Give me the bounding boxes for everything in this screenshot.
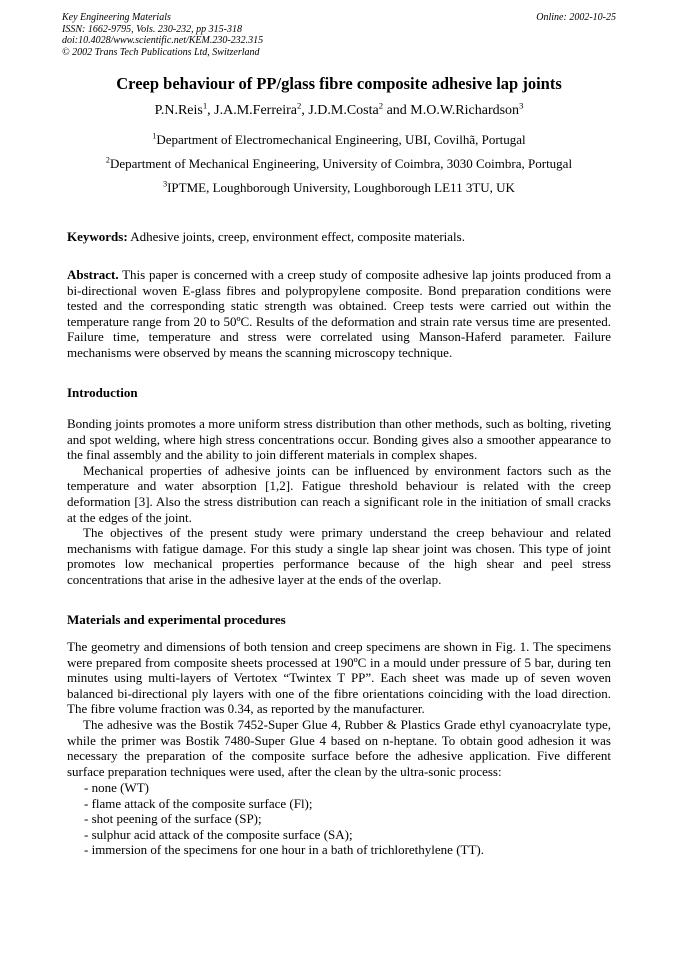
list-item: - none (WT) — [84, 780, 149, 795]
list-item: - immersion of the specimens for one hour in a bath of trichlorethylene (TT). — [84, 842, 484, 857]
keywords-text: Adhesive joints, creep, environment effect, composite materials. — [127, 229, 465, 244]
keywords — [67, 229, 611, 245]
doi-line: doi:10.4028/www.scientific.net/KEM.230-232.315 — [62, 35, 264, 46]
section-heading-introduction: Introduction — [67, 385, 138, 400]
author: J.A.M.Ferreira$^2$, — [214, 100, 309, 118]
list-item: - shot peening of the surface (SP); — [84, 811, 262, 826]
copyright-line: © 2002 Trans Tech Publications Ltd, Switzerland — [62, 46, 260, 58]
author: J.D.M.Costa$^2$ and — [308, 100, 411, 118]
introduction-text — [67, 416, 611, 588]
issn-line: ISSN: 1662-9795, Vols. 230-232, pp 315-318 — [62, 23, 242, 35]
affiliation: $^3$IPTME, Loughborough University, Loughborough LE11 3TU, UK — [163, 179, 515, 195]
paragraph: The geometry and dimensions of both tension and creep specimens are shown in Fig. 1. The specimens were prepared from composite sheets processed at 190ºC in a mould under pressure of 5 bar, during ten minutes using multi-layers of Vertotex “Twintex T PP”. Each sheet was made up of seven woven balanced bi-directional ply layers with one of the fibre orientations coinciding with the load direction. The fibre volume fraction was 0.34, as reported by the manufacturer. — [67, 639, 611, 717]
section-heading-materials: Materials and experimental procedures — [67, 612, 286, 627]
affiliation: $^2$Department of Mechanical Engineering, University of Coimbra, 3030 Coimbra, Portugal — [105, 155, 573, 171]
online-date: Online: 2002-10-25 — [536, 12, 616, 23]
abstract-label: Abstract. — [67, 267, 119, 282]
author: M.O.W.Richardson$^3$ — [410, 100, 524, 118]
keywords-label: Keywords: — [67, 229, 128, 244]
affiliation: $^1$Department of Electromechanical Engineering, UBI, Covilhã, Portugal — [152, 131, 526, 147]
paragraph: Mechanical properties of adhesive joints can be influenced by environment factors such as the temperature and water absorption [1,2]. Fatigue threshold behaviour is related with the creep deformation [3]. Also the stress distribution can reach a significant role in the initiation of small cracks at the edges of the joint. — [67, 462, 611, 525]
paragraph: The objectives of the present study were primary understand the creep behaviour and related mechanisms with fatigue damage. For this study a single lap shear joint was chosen. This type of joint promotes low mechanical properties performance because of the high shear and peel stress concentrations that arise in the adhesive layer at the ends of the overlap. — [67, 525, 611, 587]
author: P.N.Reis$^1$, — [154, 100, 215, 118]
paragraph: The adhesive was the Bostik 7452-Super Glue 4, Rubber & Plastics Grade ethyl cyanoacrylate type, while the primer was Bostik 7480-Super Glue 4 based on n-heptane. To obtain good adhesion it was necessary the preparation of the composite surface before the adhesive application. Five different surface preparation techniques were used, after the clean by the ultra-sonic process: — [67, 716, 611, 779]
materials-text — [67, 639, 611, 779]
list-item: - sulphur acid attack of the composite surface (SA); — [84, 827, 353, 842]
abstract-text: This paper is concerned with a creep study of composite adhesive lap joints produced from a bi-directional woven E-glass fibres and polypropylene composite. Bond preparation conditions were tested and the corresponding static strength was obtained. Creep tests were carried out within the temperature range from 20 to 50ºC. Results of the deformation and strain rate versus time are presented. Failure time, temperature and stress were correlated using Manson-Haferd parameter. Failure mechanisms were observed by means the scanning microscopy technique. — [67, 267, 611, 360]
paragraph: Bonding joints promotes a more uniform stress distribution than other methods, such as bolting, riveting and spot welding, where high stress concentrations occur. Bonding gives also a smoother appearance to the final assembly and the ability to join different materials in complex shapes. — [67, 416, 611, 463]
paper-title: Creep behaviour of PP/glass fibre composite adhesive lap joints — [116, 74, 562, 93]
journal-header — [62, 12, 616, 58]
abstract — [67, 267, 611, 361]
author-list — [0, 100, 678, 119]
list-item: - flame attack of the composite surface (Fl); — [84, 796, 313, 811]
journal-name: Key Engineering Materials — [62, 12, 171, 23]
